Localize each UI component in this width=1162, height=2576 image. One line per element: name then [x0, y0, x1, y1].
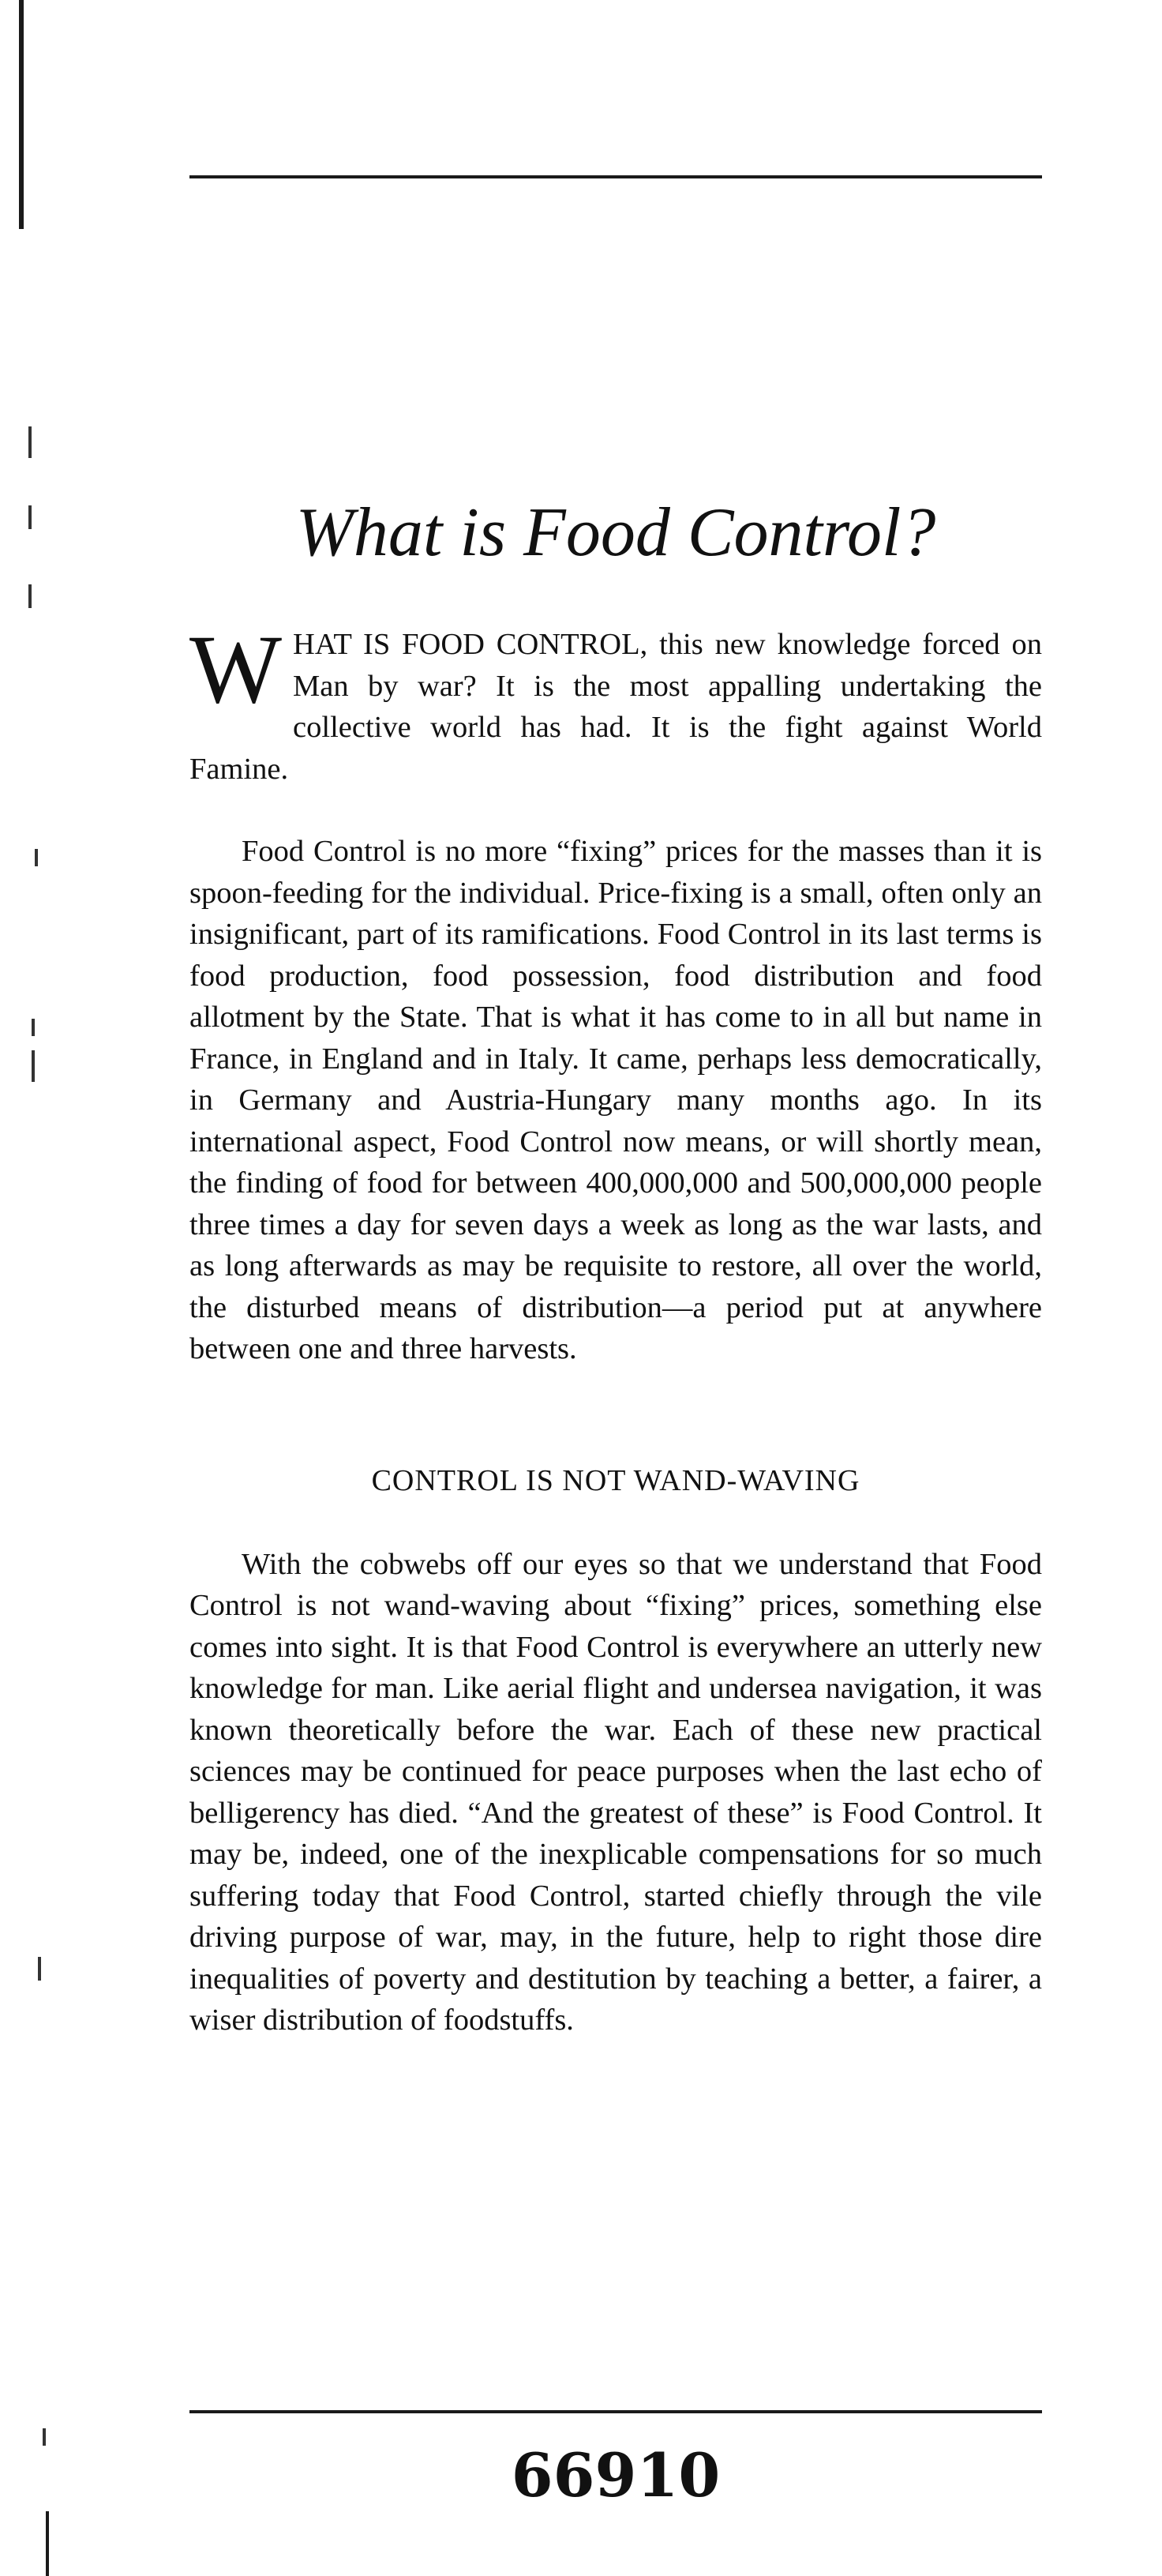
page-title: What is Food Control?: [295, 494, 936, 571]
scan-edge-mark: [43, 2428, 46, 2446]
intro-text: HAT IS FOOD CONTROL, this new knowledge forced on Man by war? It is the most appalling undertaking the collective world has had. It is the fight against World Famine.: [189, 628, 1042, 786]
intro-paragraph: [189, 615, 1042, 790]
scan-edge-mark: [35, 849, 38, 866]
scan-edge-mark: [32, 1019, 35, 1036]
scan-edge-mark: [28, 426, 32, 458]
article-body: [189, 615, 1042, 2082]
scan-edge-mark: [38, 1957, 41, 1981]
top-rule: [189, 175, 1042, 178]
paragraph-price-fixing: Food Control is no more “fixing” prices for the masses than it is spoon-feeding for the individual. Price-fixing is a small, often only an insignificant, part of its ramifications. Food Control in its last terms is food production, food possession, food distribution and food allotment by the State. That is what it has come to in all but name in France, in England and in Italy. It came, perhaps less democratically, in Germany and Austria-Hungary many months ago. In its international aspect, Food Control now means, or will shortly mean, the finding of food for between 400,000,000 and 500,000,000 people three times a day for seven days a week as long as the war lasts, and as long afterwards as may be requisite to restore, all over the world, the disturbed means of distribution—a period put at anywhere between one and three harvests.: [189, 835, 1042, 1365]
page-number: 66910: [511, 2440, 721, 2510]
drop-cap: W: [189, 615, 283, 723]
section-heading: CONTROL IS NOT WAND-WAVING: [371, 1463, 860, 1497]
paragraph-new-knowledge: With the cobwebs off our eyes so that we understand that Food Control is not wand-waving about “fixing” prices, something else comes into sight. It is that Food Control is everywhere an utterly new knowledge for man. Like aerial flight and undersea navigation, it was known theoretically before the war. Each of these new practical sciences may be continued for peace purposes when the last echo of belligerency has died. “And the greatest of these” is Food Control. It may be, indeed, one of the inexplicable compensations for so much suffering today that Food Control, started chiefly through the vile driving purpose of war, may, in the future, help to right those dire inequalities of poverty and destitution by teaching a better, a fairer, a wiser distribution of foodstuffs.: [189, 1547, 1042, 2037]
scan-edge-line: [46, 2511, 49, 2576]
scan-edge-mark: [32, 1050, 35, 1082]
scan-edge-mark: [28, 584, 32, 608]
scan-edge-mark: [28, 505, 32, 529]
bottom-rule: [189, 2410, 1042, 2413]
scan-edge-line: [19, 0, 24, 229]
